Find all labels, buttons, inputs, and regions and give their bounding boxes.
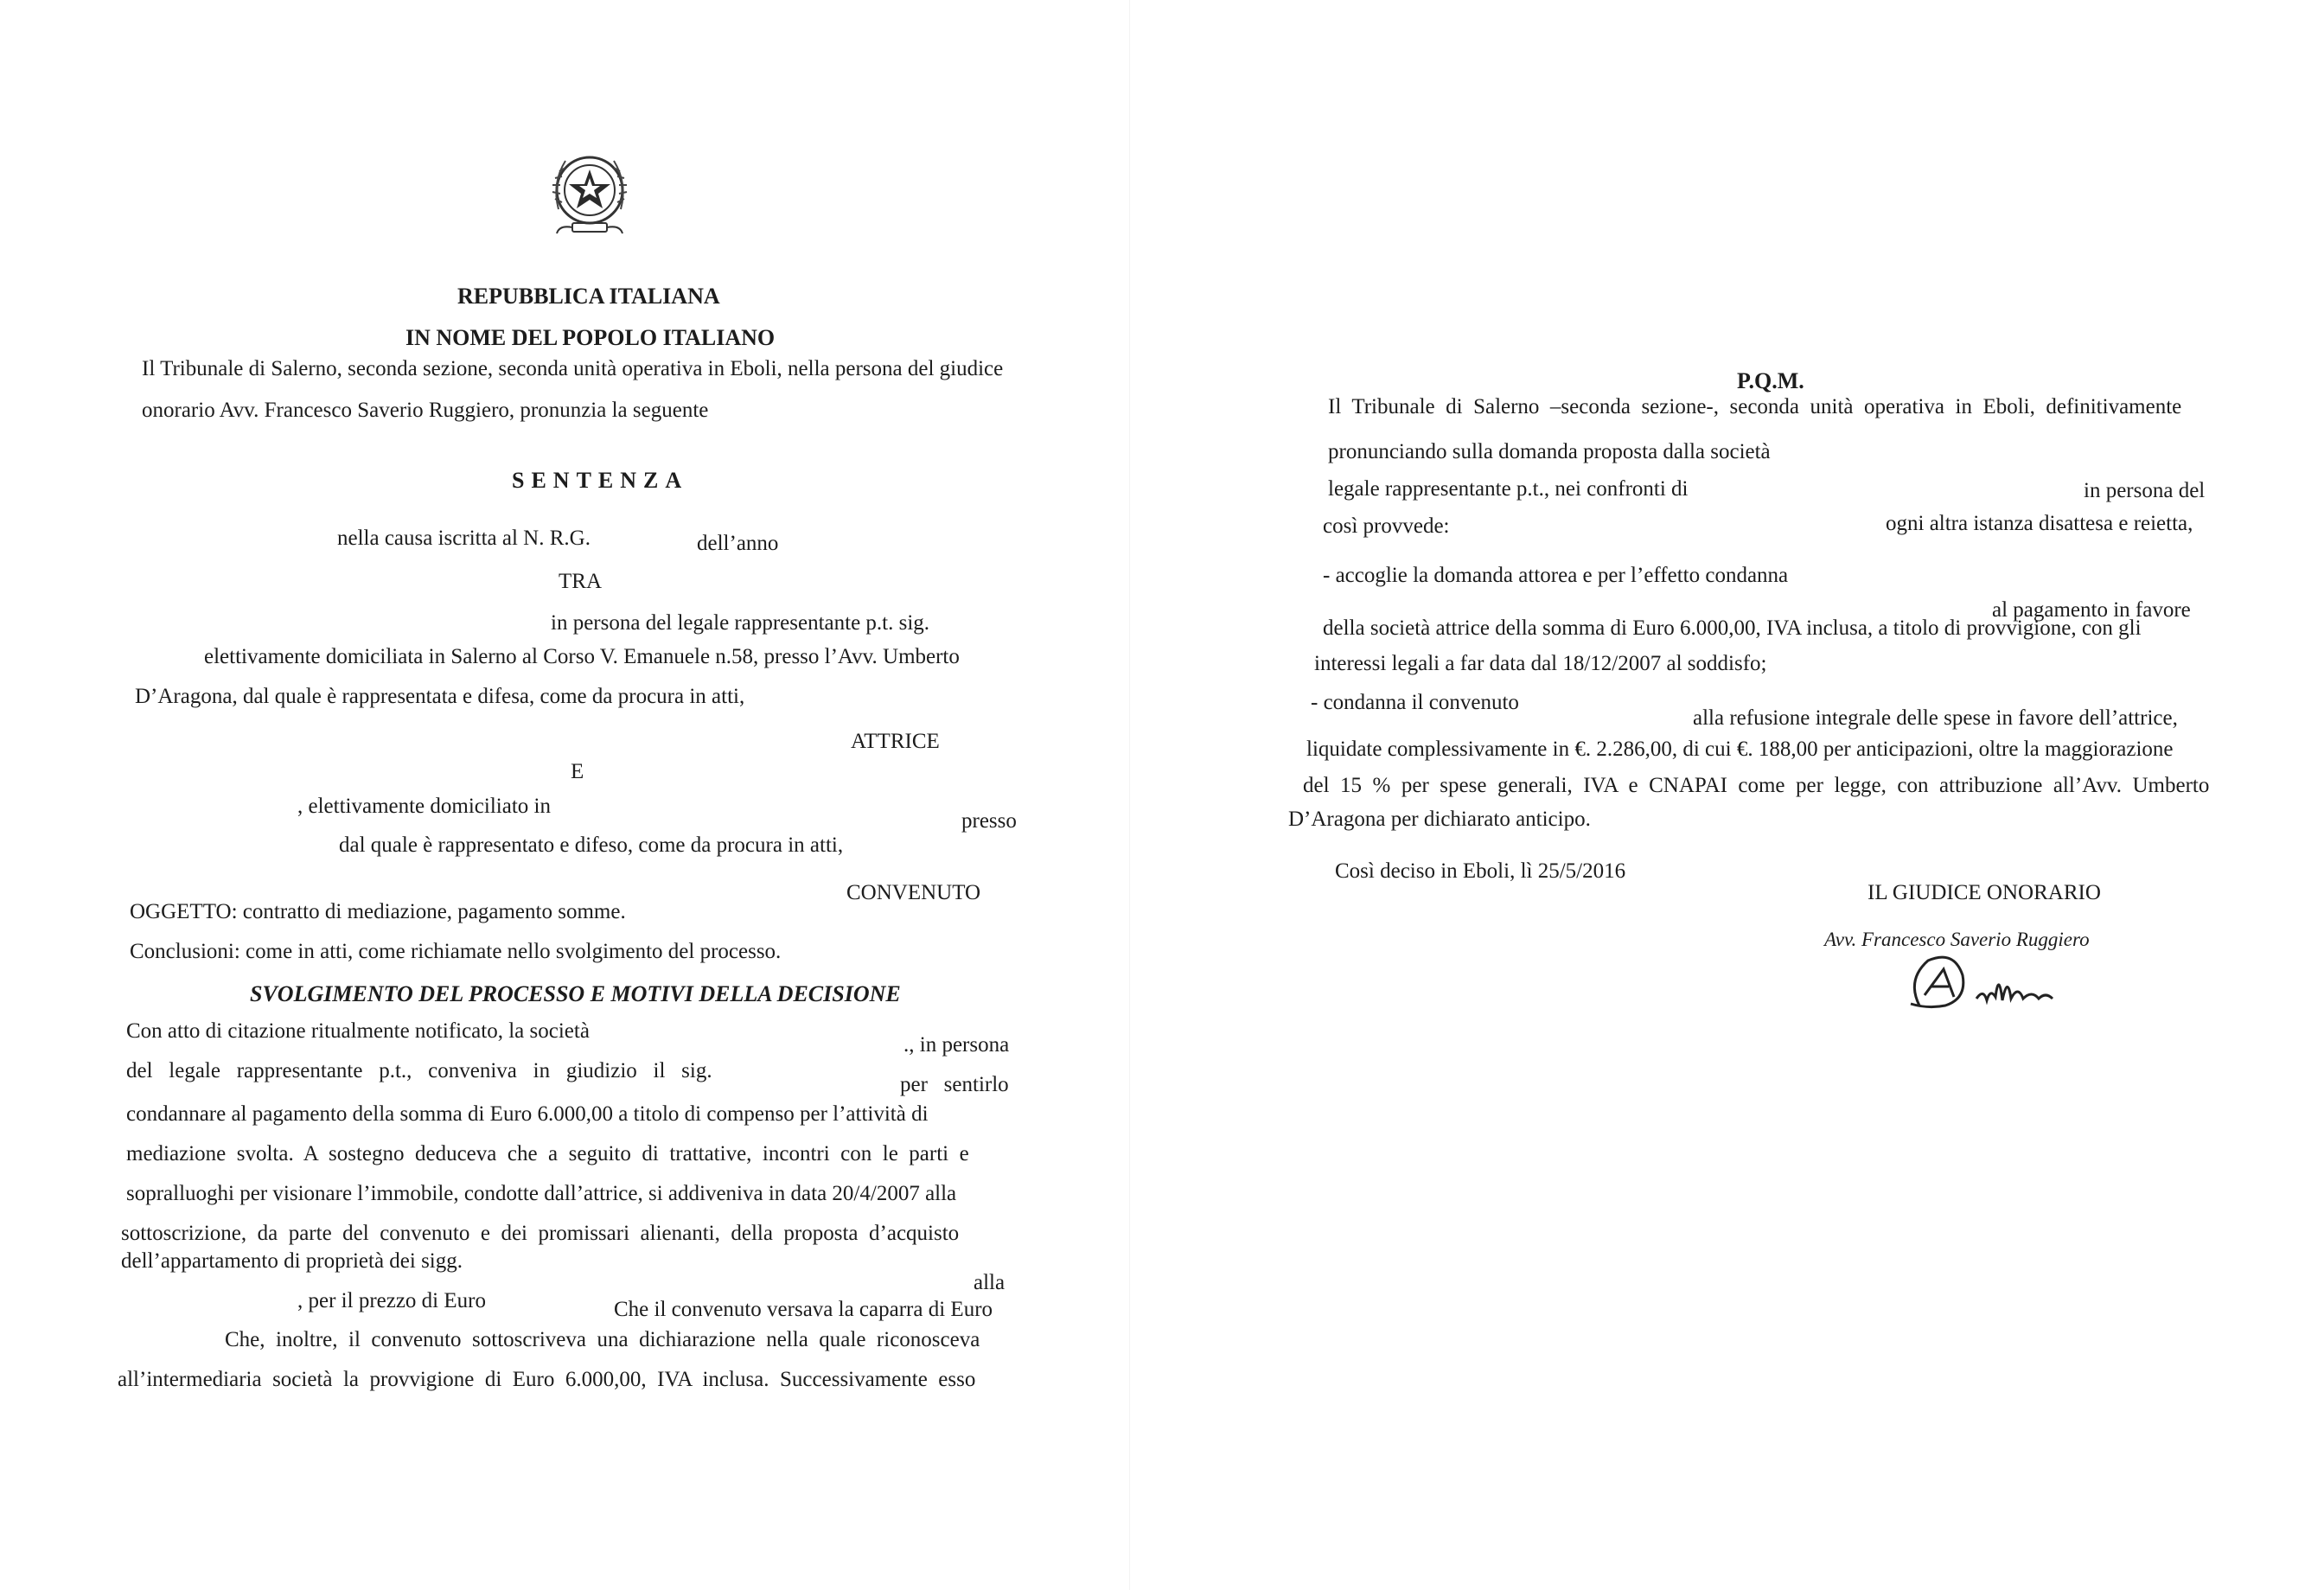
body-line: Che, inoltre, il convenuto sottoscriveva una dichiarazione nella quale riconosceva [225, 1328, 980, 1351]
tra-label: TRA [559, 570, 602, 593]
decision-date: Così deciso in Eboli, lì 25/5/2016 [1335, 859, 1626, 883]
judge-name: Avv. Francesco Saverio Ruggiero [1824, 929, 2090, 950]
in-name-heading: IN NOME DEL POPOLO ITALIANO [405, 325, 776, 350]
section-title: SVOLGIMENTO DEL PROCESSO E MOTIVI DELLA DECISIONE [250, 981, 901, 1006]
ruling-line: - condanna il convenuto [1311, 691, 1519, 714]
ruling-line: così provvede: [1323, 514, 1450, 538]
ruling-line: D’Aragona per dichiarato anticipo. [1288, 808, 1591, 831]
republic-heading: REPUBBLICA ITALIANA [457, 284, 720, 309]
judge-signature-icon [1893, 945, 2092, 1014]
ruling-line: ogni altra istanza disattesa e reietta, [1886, 512, 2193, 535]
case-ref: nella causa iscritta al N. R.G. [337, 527, 591, 550]
convenuto-label: CONVENUTO [846, 881, 981, 904]
body-line: per sentirlo [900, 1073, 1009, 1096]
body-line: mediazione svolta. A sostegno deduceva che a seguito di trattative, incontri con le parti e [126, 1142, 969, 1165]
judge-title: IL GIUDICE ONORARIO [1868, 881, 2101, 904]
intro-line: onorario Avv. Francesco Saverio Ruggiero, pronunzia la seguente [142, 399, 709, 422]
sentenza-title: SENTENZA [512, 468, 689, 493]
attrice-label: ATTRICE [851, 730, 940, 753]
ruling-line: alla refusione integrale delle spese in favore dell’attrice, [1693, 706, 2178, 730]
body-line: ., in persona [903, 1033, 1010, 1057]
republic-emblem-icon [546, 149, 633, 244]
ruling-line: liquidate complessivamente in €. 2.286,00, di cui €. 188,00 per anticipazioni, oltre la maggiorazione [1306, 738, 2174, 761]
body-line: sottoscrizione, da parte del convenuto e dei promissari alienanti, della proposta d’acquisto [121, 1222, 960, 1245]
conclusioni-line: Conclusioni: come in atti, come richiamate nello svolgimento del processo. [130, 940, 782, 963]
ruling-line: - accoglie la domanda attorea e per l’effetto condanna [1323, 564, 1789, 587]
ruling-line: al pagamento in favore [1992, 598, 2191, 622]
ruling-line: in persona del [2084, 479, 2206, 502]
defendant-rep: dal quale è rappresentato e difeso, come da procura in atti, [339, 833, 844, 857]
body-line: Che il convenuto versava la caparra di Euro [614, 1298, 993, 1321]
case-year: dell’anno [697, 532, 779, 555]
oggetto-line: OGGETTO: contratto di mediazione, pagamento somme. [130, 900, 626, 923]
ruling-line: Il Tribunale di Salerno –seconda sezione-, seconda unità operativa in Eboli, definitivamente [1328, 395, 2182, 418]
plaintiff-domicile: elettivamente domiciliata in Salerno al Corso V. Emanuele n.58, presso l’Avv. Umberto [204, 645, 960, 668]
body-line: all’intermediaria società la provvigione di Euro 6.000,00, IVA inclusa. Successivamente esso [118, 1368, 976, 1391]
body-line: condannare al pagamento della somma di Euro 6.000,00 a titolo di compenso per l’attività di [126, 1102, 929, 1126]
body-line: del legale rappresentante p.t., conveniva in giudizio il sig. [126, 1059, 712, 1082]
ruling-line: interessi legali a far data dal 18/12/2007 al soddisfo; [1314, 652, 1767, 675]
plaintiff-rep: in persona del legale rappresentante p.t. sig. [551, 611, 930, 635]
presso-label: presso [961, 809, 1017, 833]
intro-line: Il Tribunale di Salerno, seconda sezione, seconda unità operativa in Eboli, nella persona del giudice [142, 357, 1004, 380]
body-line: sopralluoghi per visionare l’immobile, condotte dall’attrice, si addiveniva in data 20/4/2007 alla [126, 1182, 957, 1205]
plaintiff-domicile: D’Aragona, dal quale è rappresentata e difesa, come da procura in atti, [135, 685, 745, 708]
body-line: , per il prezzo di Euro [297, 1289, 486, 1312]
ruling-line: della società attrice della somma di Euro 6.000,00, IVA inclusa, a titolo di provvigione, con gli [1323, 616, 2142, 640]
body-line: dell’appartamento di proprietà dei sigg. [121, 1249, 463, 1273]
body-line: alla [974, 1271, 1006, 1294]
pqm-title: P.Q.M. [1737, 368, 1804, 393]
right-page [1162, 0, 2324, 1590]
body-line: Con atto di citazione ritualmente notificato, la società [126, 1019, 590, 1043]
ruling-line: pronunciando sulla domanda proposta dalla società [1328, 440, 1771, 463]
ruling-line: del 15 % per spese generali, IVA e CNAPAI come per legge, con attribuzione all’Avv. Umberto [1303, 774, 2210, 797]
ruling-line: legale rappresentante p.t., nei confronti di [1328, 477, 1689, 501]
defendant-domicile: , elettivamente domiciliato in [297, 795, 551, 818]
e-label: E [571, 760, 584, 783]
